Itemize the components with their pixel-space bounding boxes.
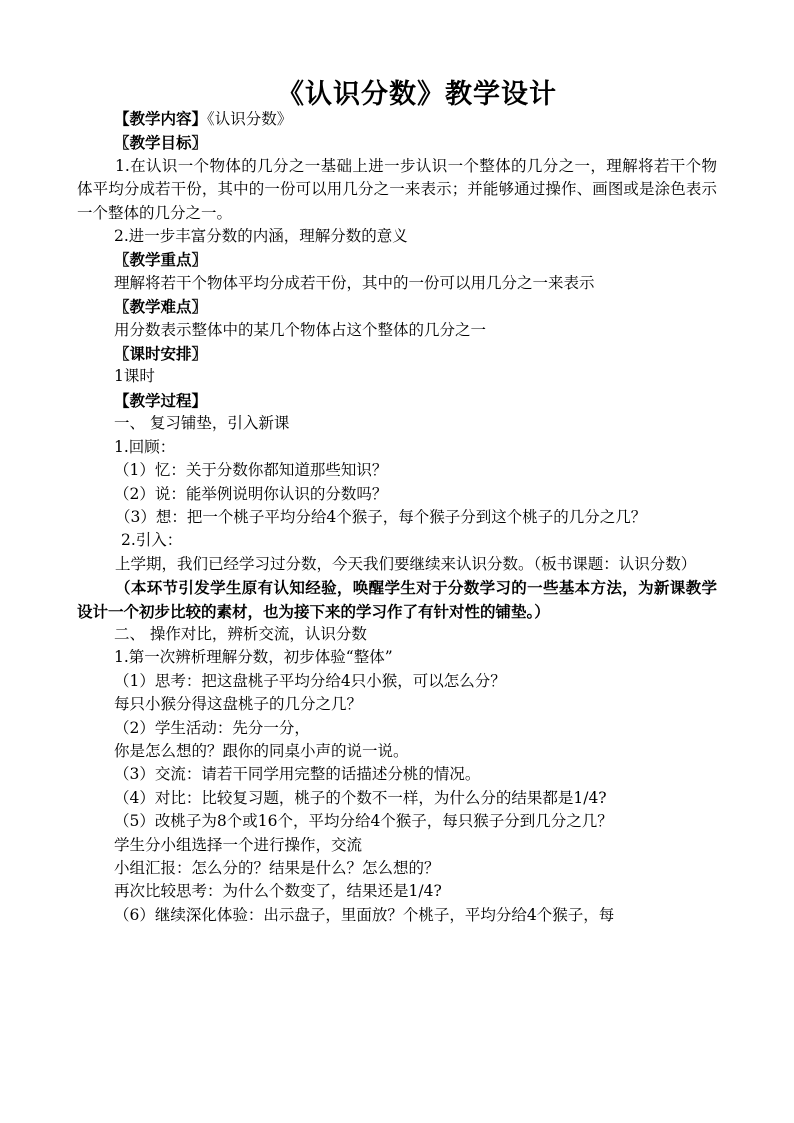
intro-text: 上学期，我们已经学习过分数，今天我们要继续来认识分数。（板书课题：认识分数） — [115, 554, 697, 573]
step-4: （4）对比：比较复习题，桃子的个数不一样，为什么分的结果都是1/4? — [114, 788, 607, 807]
step-2a: （2）学生活动：先分一分， — [114, 718, 310, 737]
first-label: 1.第一次辨析理解分数，初步体验“整体” — [114, 648, 393, 667]
goal-2: 2.进一步丰富分数的内涵，理解分数的意义 — [114, 227, 408, 246]
difficulty-heading: 〖教学难点〗 — [114, 297, 208, 317]
document-title: 《认识分数》教学设计 — [277, 79, 557, 110]
step-1a: （1）思考：把这盘桃子平均分给4只小猴，可以怎么分？ — [114, 671, 506, 690]
review-item-3: （3）想：把一个桃子平均分给4个猴子，每个猴子分到这个桃子的几分之几？ — [115, 507, 647, 526]
document-body — [77, 107, 717, 927]
goals-heading: 〖教学目标〗 — [114, 133, 208, 153]
step-5a: 学生分小组选择一个进行操作，交流 — [114, 835, 363, 854]
step-1b: 每只小猴分得这盘桃子的几分之几？ — [114, 695, 363, 714]
step-3: （3）交流：请若干同学用完整的话描述分桃的情况。 — [114, 765, 481, 784]
step-6: （6）继续深化体验：出示盘子，里面放？个桃子，平均分给4个猴子，每 — [114, 905, 615, 924]
difficulty-text: 用分数表示整体中的某几个物体占这个整体的几分之一 — [114, 320, 487, 339]
step-5: （5）改桃子为8个或16个，平均分给4个猴子，每只猴子分到几分之几？ — [114, 812, 613, 831]
step-5b: 小组汇报：怎么分的？结果是什么？怎么想的？ — [114, 859, 440, 877]
step-2b: 你是怎么想的？跟你的同桌小声的说一说。 — [114, 741, 409, 760]
content-value: 《认识分数》 — [207, 110, 293, 128]
review-item-2: （2）说：能举例说明你认识的分数吗？ — [114, 484, 388, 503]
process-heading: 【教学过程】 — [114, 390, 208, 410]
review-item-1: （1）忆：关于分数你都知道那些知识？ — [114, 461, 388, 480]
schedule-heading: 〖课时安排〗 — [114, 344, 208, 364]
step-5c: 再次比较思考：为什么个数变了，结果还是1/4? — [114, 882, 442, 901]
section-2-heading: 二、 操作对比，辨析交流，认识分数 — [114, 624, 367, 643]
key-text: 理解将若干个物体平均分成若干份，其中的一份可以用几分之一来表示 — [114, 273, 595, 292]
note-1: （本环节引发学生原有认知经验，唤醒学生对于分数学习的一些基本方法，为新课教学设计一个初步比较的素材，也为接下来的学习作了有针对性的铺垫。） — [77, 578, 717, 621]
review-label: 1.回顾： — [114, 437, 176, 456]
goal-1: 1.在认识一个物体的几分之一基础上进一步认识一个整体的几分之一，理解将若干个物体平均分成若干份，其中的一份可以用几分之一来表示；并能够通过操作、画图或是涂色表示一个整体的几分之一。 — [77, 156, 717, 222]
key-heading: 〖教学重点〗 — [114, 250, 208, 270]
content-label: 【教学内容】 — [114, 109, 208, 128]
schedule-text: 1课时 — [114, 367, 155, 386]
content-line — [77, 107, 717, 131]
intro-label: 2.引入： — [121, 531, 183, 550]
section-1-heading: 一、 复习铺垫，引入新课 — [114, 414, 290, 433]
